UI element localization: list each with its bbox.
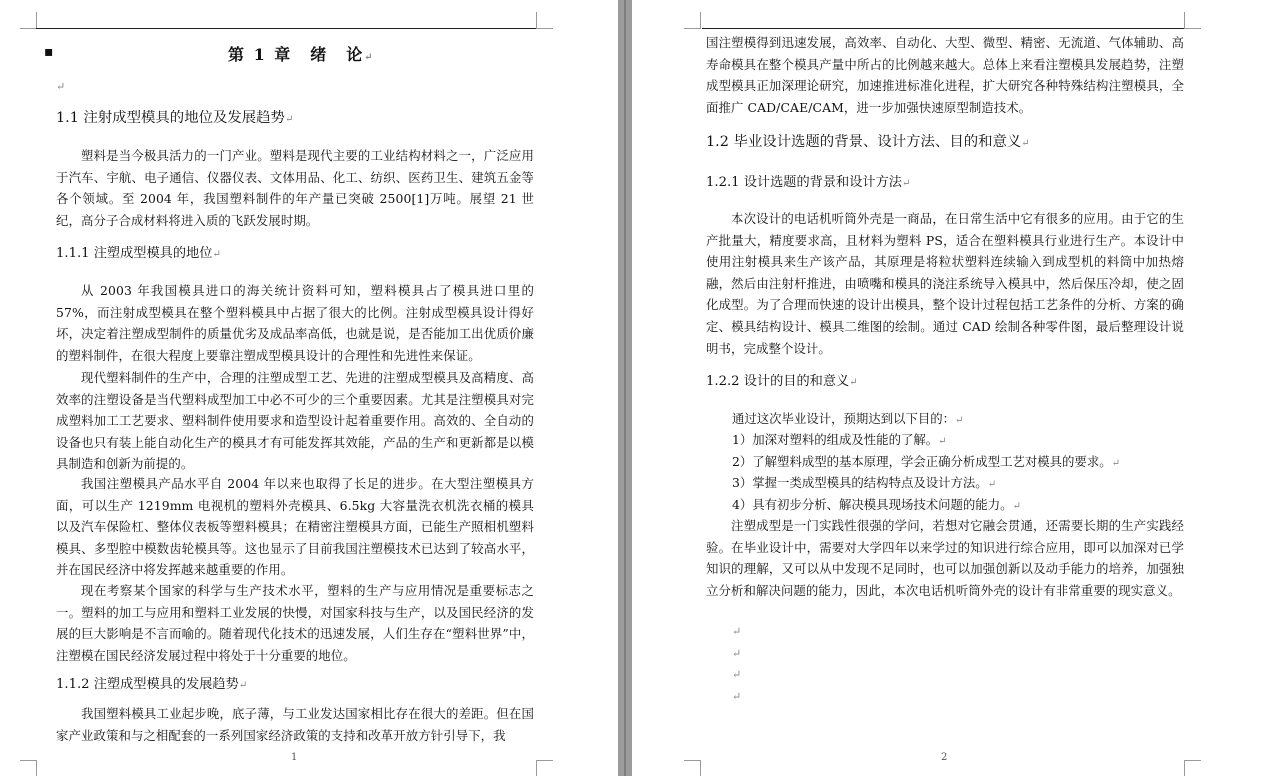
body-paragraph: 从 2003 年我国模具进口的海关统计资料可知，塑料模具占了模具进口里的 57%，而注射成型模具在整个塑料模具中占据了很大的比例。注射成型模具设计得好坏，决定着注塑成型制件的质量优劣及成品率高低，也就是说，是否能加工出优质价廉的塑料制件，在很大程度上要靠注塑成型模具设计的合理性和先进性来保证。 [56, 283, 534, 363]
body-paragraph: 塑料是当今极具活力的一门产业。塑料是现代主要的工业结构材料之一，广泛应用于汽车、宇航、电子通信、仪器仪表、文体用品、化工、纺织、医药卫生、建筑五金等各个领域。至 2004 年，我国塑料制件的年产量已突破 2500[1]万吨。展望 21 世纪，高分子合成材料将进入质的飞跃发展时期。 [56, 148, 534, 228]
page-corner-mark [20, 760, 37, 776]
subsection-heading: 1.2.1 设计选题的背景和设计方法↵ [706, 175, 911, 190]
header-rule [702, 28, 1184, 29]
paragraph-mark: ↵ [732, 647, 742, 660]
section-heading: 1.1 注射成型模具的地位及发展趋势↵ [56, 110, 294, 126]
page-corner-mark [20, 12, 37, 29]
body-paragraph: 国注塑模得到迅速发展，高效率、自动化、大型、微型、精密、无流道、气体辅助、高寿命模具在整个模具产量中所占的比例越来越大。总体上来看注塑模具发展趋势，注塑成型模具正加深理论研究，加速推进标准化进程，扩大研究各种特殊结构注塑模具，全面推广 CAD/CAE/CAM，进一步加强快速原型制造技术。 [706, 35, 1184, 115]
page-corner-mark [684, 760, 701, 776]
page-corner-mark [536, 12, 553, 29]
subsection-heading: 1.2.2 设计的目的和意义↵ [706, 374, 858, 389]
list-intro: 通过这次毕业设计，预期达到以下目的：↵ [732, 411, 964, 426]
page-gap [618, 0, 632, 776]
document-page-1 [0, 0, 618, 776]
page-corner-mark [684, 12, 701, 29]
body-paragraph: 现在考察某个国家的科学与生产技术水平，塑料的生产与应用情况是重要标志之一。塑料的加工与应用和塑料工业发展的快慢，对国家科技与生产，以及国民经济的发展的巨大影响是不言而喻的。随着现代化技术的迅速发展，人们生存在“塑料世界”中，注塑模在国民经济发展过程中将处于十分重要的地位。 [56, 583, 534, 663]
paragraph-mark: ↵ [732, 668, 742, 681]
page-number: 1 [291, 752, 298, 763]
page-number: 2 [941, 752, 948, 763]
list-bullet: ▪ [44, 44, 54, 60]
page-corner-mark [1184, 12, 1201, 29]
page-corner-mark [536, 760, 553, 776]
paragraph-mark: ↵ [732, 690, 742, 703]
list-item: 1）加深对塑料的组成及性能的了解。↵ [732, 432, 947, 447]
subsection-heading: 1.1.2 注塑成型模具的发展趋势↵ [56, 677, 248, 692]
body-paragraph: 注塑成型是一门实践性很强的学问，若想对它融会贯通，还需要长期的生产实践经验。在毕业设计中，需要对大学四年以来学过的知识进行综合应用，即可以加深对已学知识的理解，又可以从中发现不足同时，也可以加强创新以及动手能力的培养，加强独立分析和解决问题的能力，因此，本次电话机听筒外壳的设计有非常重要的现实意义。 [706, 518, 1184, 598]
page-corner-mark [1184, 760, 1201, 776]
body-paragraph: 本次设计的电话机听筒外壳是一商品，在日常生活中它有很多的应用。由于它的生产批量大，精度要求高，且材料为塑料 PS，适合在塑料模具行业进行生产。本设计中使用注射模具来生产该产品，其原理是将粒状塑料连续输入到成型机的料筒中加热熔融，然后由注射杆推进，由喷嘴和模具的浇注系统导入模具中，然后保压冷却，使之固化成型。为了合理而快速的设计出模具，整个设计过程包括工艺条件的分析、方案的确定、模具结构设计、模具二维图的绘制。通过 CAD 绘制各种零件图，最后整理设计说明书，完成整个设计。 [706, 211, 1184, 356]
body-paragraph: 我国塑料模具工业起步晚，底子薄，与工业发达国家相比存在很大的差距。但在国家产业政策和与之相配套的一系列国家经济政策的支持和改革开放方针引导下，我 [56, 706, 534, 743]
document-page-2 [632, 0, 1272, 776]
list-item: 2）了解塑料成型的基本原理，学会正确分析成型工艺对模具的要求。↵ [732, 454, 1120, 469]
body-paragraph: 现代塑料制件的生产中，合理的注塑成型工艺、先进的注塑成型模具及高精度、高效率的注塑设备是当代塑料成型加工中必不可少的三个重要因素。尤其是注塑模具对完成塑料加工工艺要求、塑料制件使用要求和造型设计起着重要作用。高效的、全自动的设备也只有装上能自动化生产的模具才有可能发挥其效能，产品的生产和更新都是以模具制造和创新为前提的。 [56, 370, 534, 472]
chapter-title: 第 1 章 绪 论↵ [228, 45, 375, 64]
list-item: 4）具有初步分析、解决模具现场技术问题的能力。↵ [732, 497, 1021, 512]
paragraph-mark: ↵ [56, 80, 66, 93]
header-rule [36, 28, 536, 29]
paragraph-mark: ↵ [732, 625, 742, 638]
subsection-heading: 1.1.1 注塑成型模具的地位↵ [56, 246, 221, 261]
body-paragraph: 我国注塑模具产品水平自 2004 年以来也取得了长足的进步。在大型注塑模具方面，可以生产 1219mm 电视机的塑料外壳模具、6.5kg 大容量洗衣机洗衣桶的模具以及汽车保险杠、整体仪表板等塑料模具；在精密注塑模具方面，已能生产照相机塑料模具、多型腔中模数齿轮模具等。这也显示了目前我国注塑模技术已达到了较高水平，并在国民经济中将发挥越来越重要的作用。 [56, 476, 534, 578]
list-item: 3）掌握一类成型模具的结构特点及设计方法。↵ [732, 475, 997, 490]
section-heading: 1.2 毕业设计选题的背景、设计方法、目的和意义↵ [706, 134, 1030, 150]
